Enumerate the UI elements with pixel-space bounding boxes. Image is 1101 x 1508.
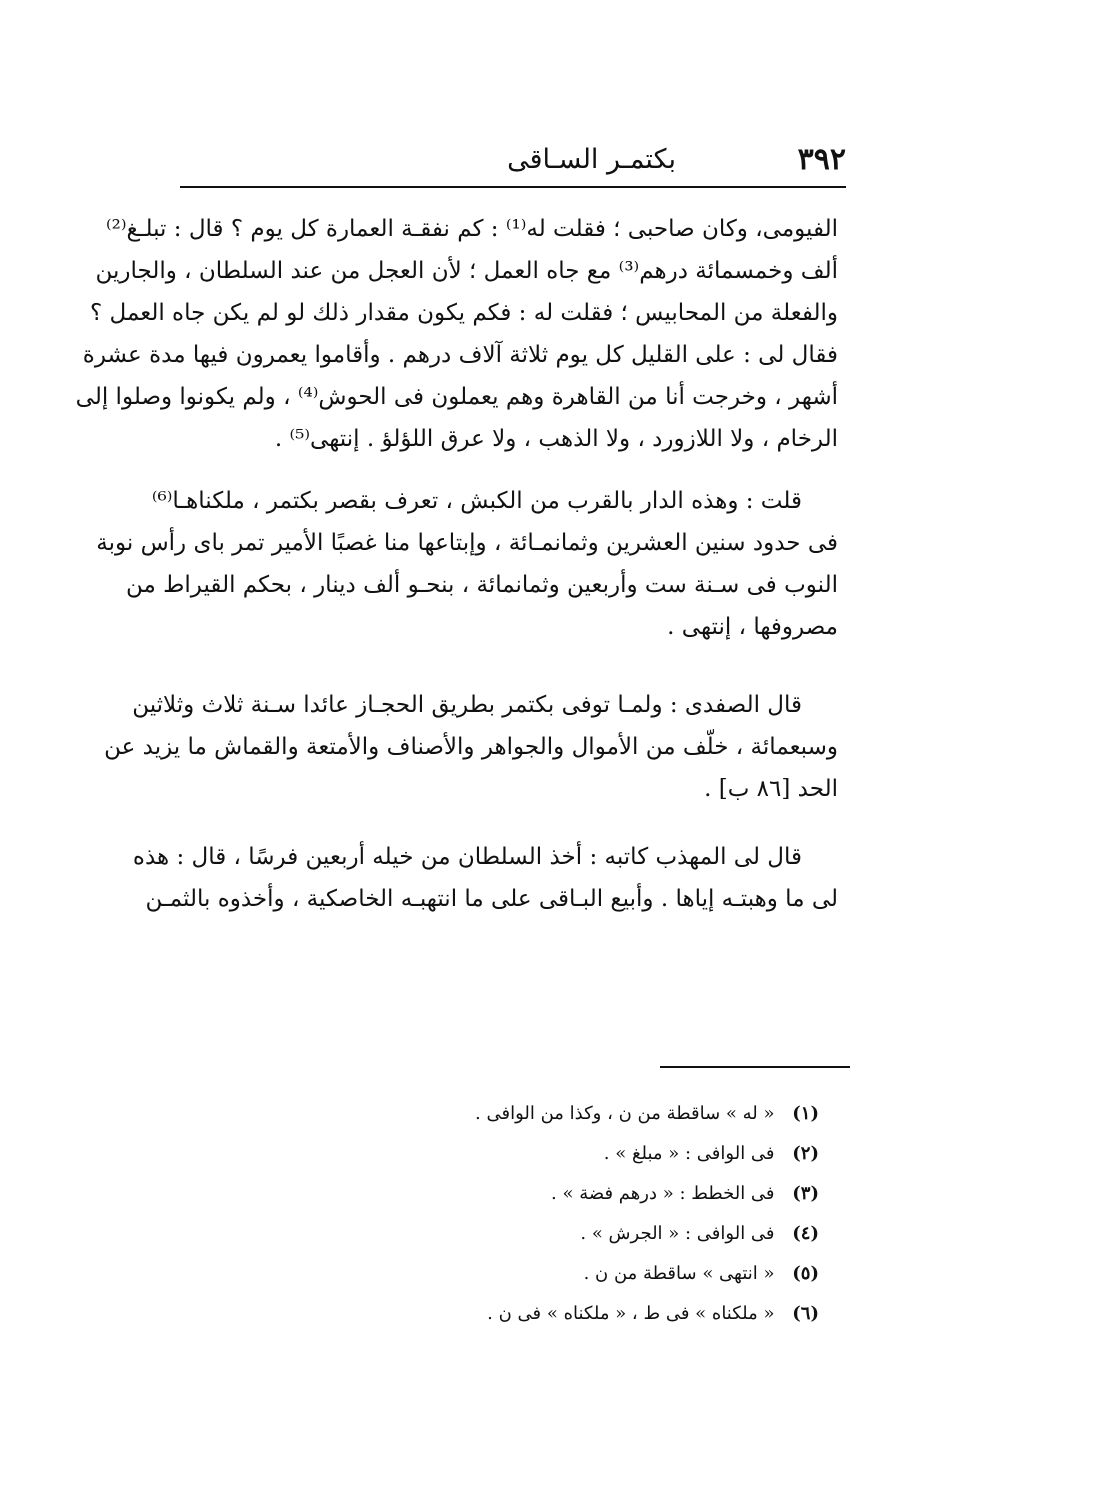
text-line: أشهر ، وخرجت أنا من القاهرة وهم يعملون فى الحوش⁽⁴⁾ ، ولم يكونوا وصلوا إلى [75,384,838,410]
footnote-text: « له » ساقطة من ن ، وكذا من الوافى . [475,1103,775,1124]
footnote-number: (٦) [792,1303,819,1324]
text-line: مصروفها ، إنتهى . [667,614,838,640]
paragraph-1 [75,208,838,460]
footnote-6 [299,1294,819,1334]
footnote-2 [299,1134,819,1174]
footnotes [299,1094,819,1334]
page-number: ٣٩٢ [797,142,846,177]
footnote-text: فى الخطط : « درهم فضة » . [551,1183,775,1204]
text-line: قال الصفدى : ولمـا توفى بكتمر بطريق الحجـاز عائدا سـنة ثلاث وثلاثين [132,692,802,718]
footnote-text: « ملكناه » فى ط ، « ملكناه » فى ن . [487,1303,775,1324]
footnote-4 [299,1214,819,1254]
text-line: الرخام ، ولا اللازورد ، ولا الذهب ، ولا عرق اللؤلؤ . إنتهى⁽⁵⁾ . [274,426,838,452]
text-line: ألف وخمسمائة درهم⁽³⁾ مع جاه العمل ؛ لأن العجل من عند السلطان ، والجارين [95,258,838,284]
text-line: النوب فى سـنة ست وأربعين وثمانمائة ، بنحـو ألف دينار ، بحكم القيراط من [126,572,838,598]
text-line: فقال لى : على القليل كل يوم ثلاثة آلاف درهم . وأقاموا يعمرون فيها مدة عشرة [82,342,838,368]
text-line: الحد [٨٦ ب] . [704,776,838,802]
body-text [75,208,838,920]
footnote-3 [299,1174,819,1214]
text-line: قلت : وهذه الدار بالقرب من الكبش ، تعرف بقصر بكتمر ، ملكناهـا⁽⁶⁾ [151,488,802,514]
footnote-text: « انتهى » ساقطة من ن . [583,1263,775,1284]
paragraph-2 [96,480,838,648]
text-line: والفعلة من المحابيس ؛ فقلت له : فكم يكون مقدار ذلك لو لم يكن جاه العمل ؟ [90,300,838,326]
text-line: فى حدود سنين العشرين وثمانمـائة ، وإبتاعها منا غصبًا الأمير تمر باى رأس نوبة [96,530,838,556]
running-head: بكتمـر السـاقى [507,144,676,175]
text-line: الفيومى، وكان صاحبى ؛ فقلت له⁽¹⁾ : كم نفقـة العمارة كل يوم ؟ قال : تبلـغ⁽²⁾ [105,216,838,242]
footnote-1 [299,1094,819,1134]
paragraph-3 [104,684,838,810]
footnote-5 [299,1254,819,1294]
text-line: وسبعمائة ، خلّف من الأموال والجواهر والأصناف والأمتعة والقماش ما يزيد عن [104,734,838,760]
paragraph-4 [132,836,838,920]
footnote-text: فى الوافى : « مبلغ » . [603,1143,775,1164]
footnote-number: (٤) [792,1223,819,1244]
footnote-number: (١) [792,1103,819,1124]
footnote-rule [660,1066,850,1068]
page-header [180,140,846,180]
footnote-number: (٥) [792,1263,819,1284]
text-line: لى ما وهبتـه إياها . وأبيع البـاقى على ما انتهبـه الخاصكية ، وأخذوه بالثمـن [145,886,838,912]
footnote-number: (٣) [792,1183,819,1204]
footnote-number: (٢) [792,1143,819,1164]
footnote-text: فى الوافى : « الجرش » . [580,1223,775,1244]
text-line: قال لى المهذب كاتبه : أخذ السلطان من خيله أربعين فرسًا ، قال : هذه [132,844,802,870]
header-rule [180,186,846,188]
